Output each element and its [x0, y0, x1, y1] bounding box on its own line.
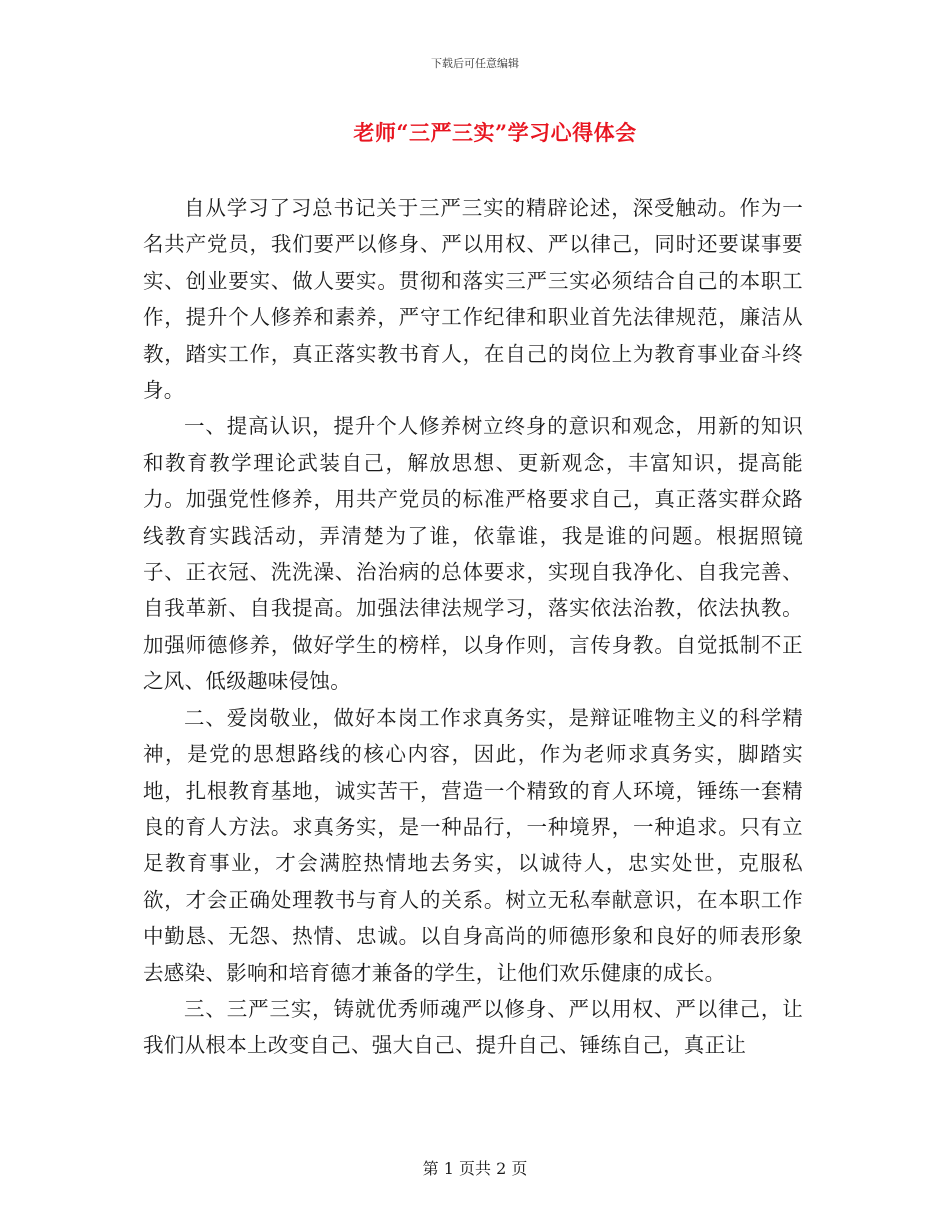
- paragraph-section-3: 三、三严三实，铸就优秀师魂严以修身、严以用权、严以律己，让我们从根本上改变自己、强大自己、提升自己、锤练自己，真正让: [143, 996, 803, 1058]
- paragraph-section-1: 一、提高认识，提升个人修养树立终身的意识和观念，用新的知识和教育教学理论武装自己，解放思想、更新观念，丰富知识，提高能力。加强党性修养，用共产党员的标准严格要求自己，真正落实群众路线教育实践活动，弄清楚为了谁，依靠谁，我是谁的问题。根据照镜子、正衣冠、洗洗澡、治治病的总体要求，实现自我净化、自我完善、自我革新、自我提高。加强法律法规学习，落实依法治教，依法执教。加强师德修养，做好学生的榜样，以身作则，言传身教。自觉抵制不正之风、低级趣味侵蚀。: [143, 414, 803, 694]
- paragraph-section-2: 二、爱岗敬业，做好本岗工作求真务实，是辩证唯物主义的科学精神，是党的思想路线的核心内容，因此，作为老师求真务实，脚踏实地，扎根教育基地，诚实苦干，营造一个精致的育人环境，锤练一套精良的育人方法。求真务实，是一种品行，一种境界，一种追求。只有立足教育事业，才会满腔热情地去务实，以诚待人，忠实处世，克服私欲，才会正确处理教书与育人的关系。树立无私奉献意识，在本职工作中勤恳、无怨、热情、忠诚。以自身高尚的师德形象和良好的师表形象去感染、影响和培育德才兼备的学生，让他们欢乐健康的成长。: [143, 705, 803, 985]
- page-number-footer: 第 1 页共 2 页: [422, 1159, 528, 1178]
- document-title: 老师“三严三实”学习心得体会: [353, 120, 637, 145]
- document-body: [143, 190, 803, 1064]
- header-note: 下载后可任意编辑: [431, 57, 519, 70]
- paragraph-intro: 自从学习了习总书记关于三严三实的精辟论述，深受触动。作为一名共产党员，我们要严以修身、严以用权、严以律己，同时还要谋事要实、创业要实、做人要实。贯彻和落实三严三实必须结合自己的本职工作，提升个人修养和素养，严守工作纪律和职业首先法律规范，廉洁从教，踏实工作，真正落实教书育人，在自己的岗位上为教育事业奋斗终身。: [143, 196, 803, 403]
